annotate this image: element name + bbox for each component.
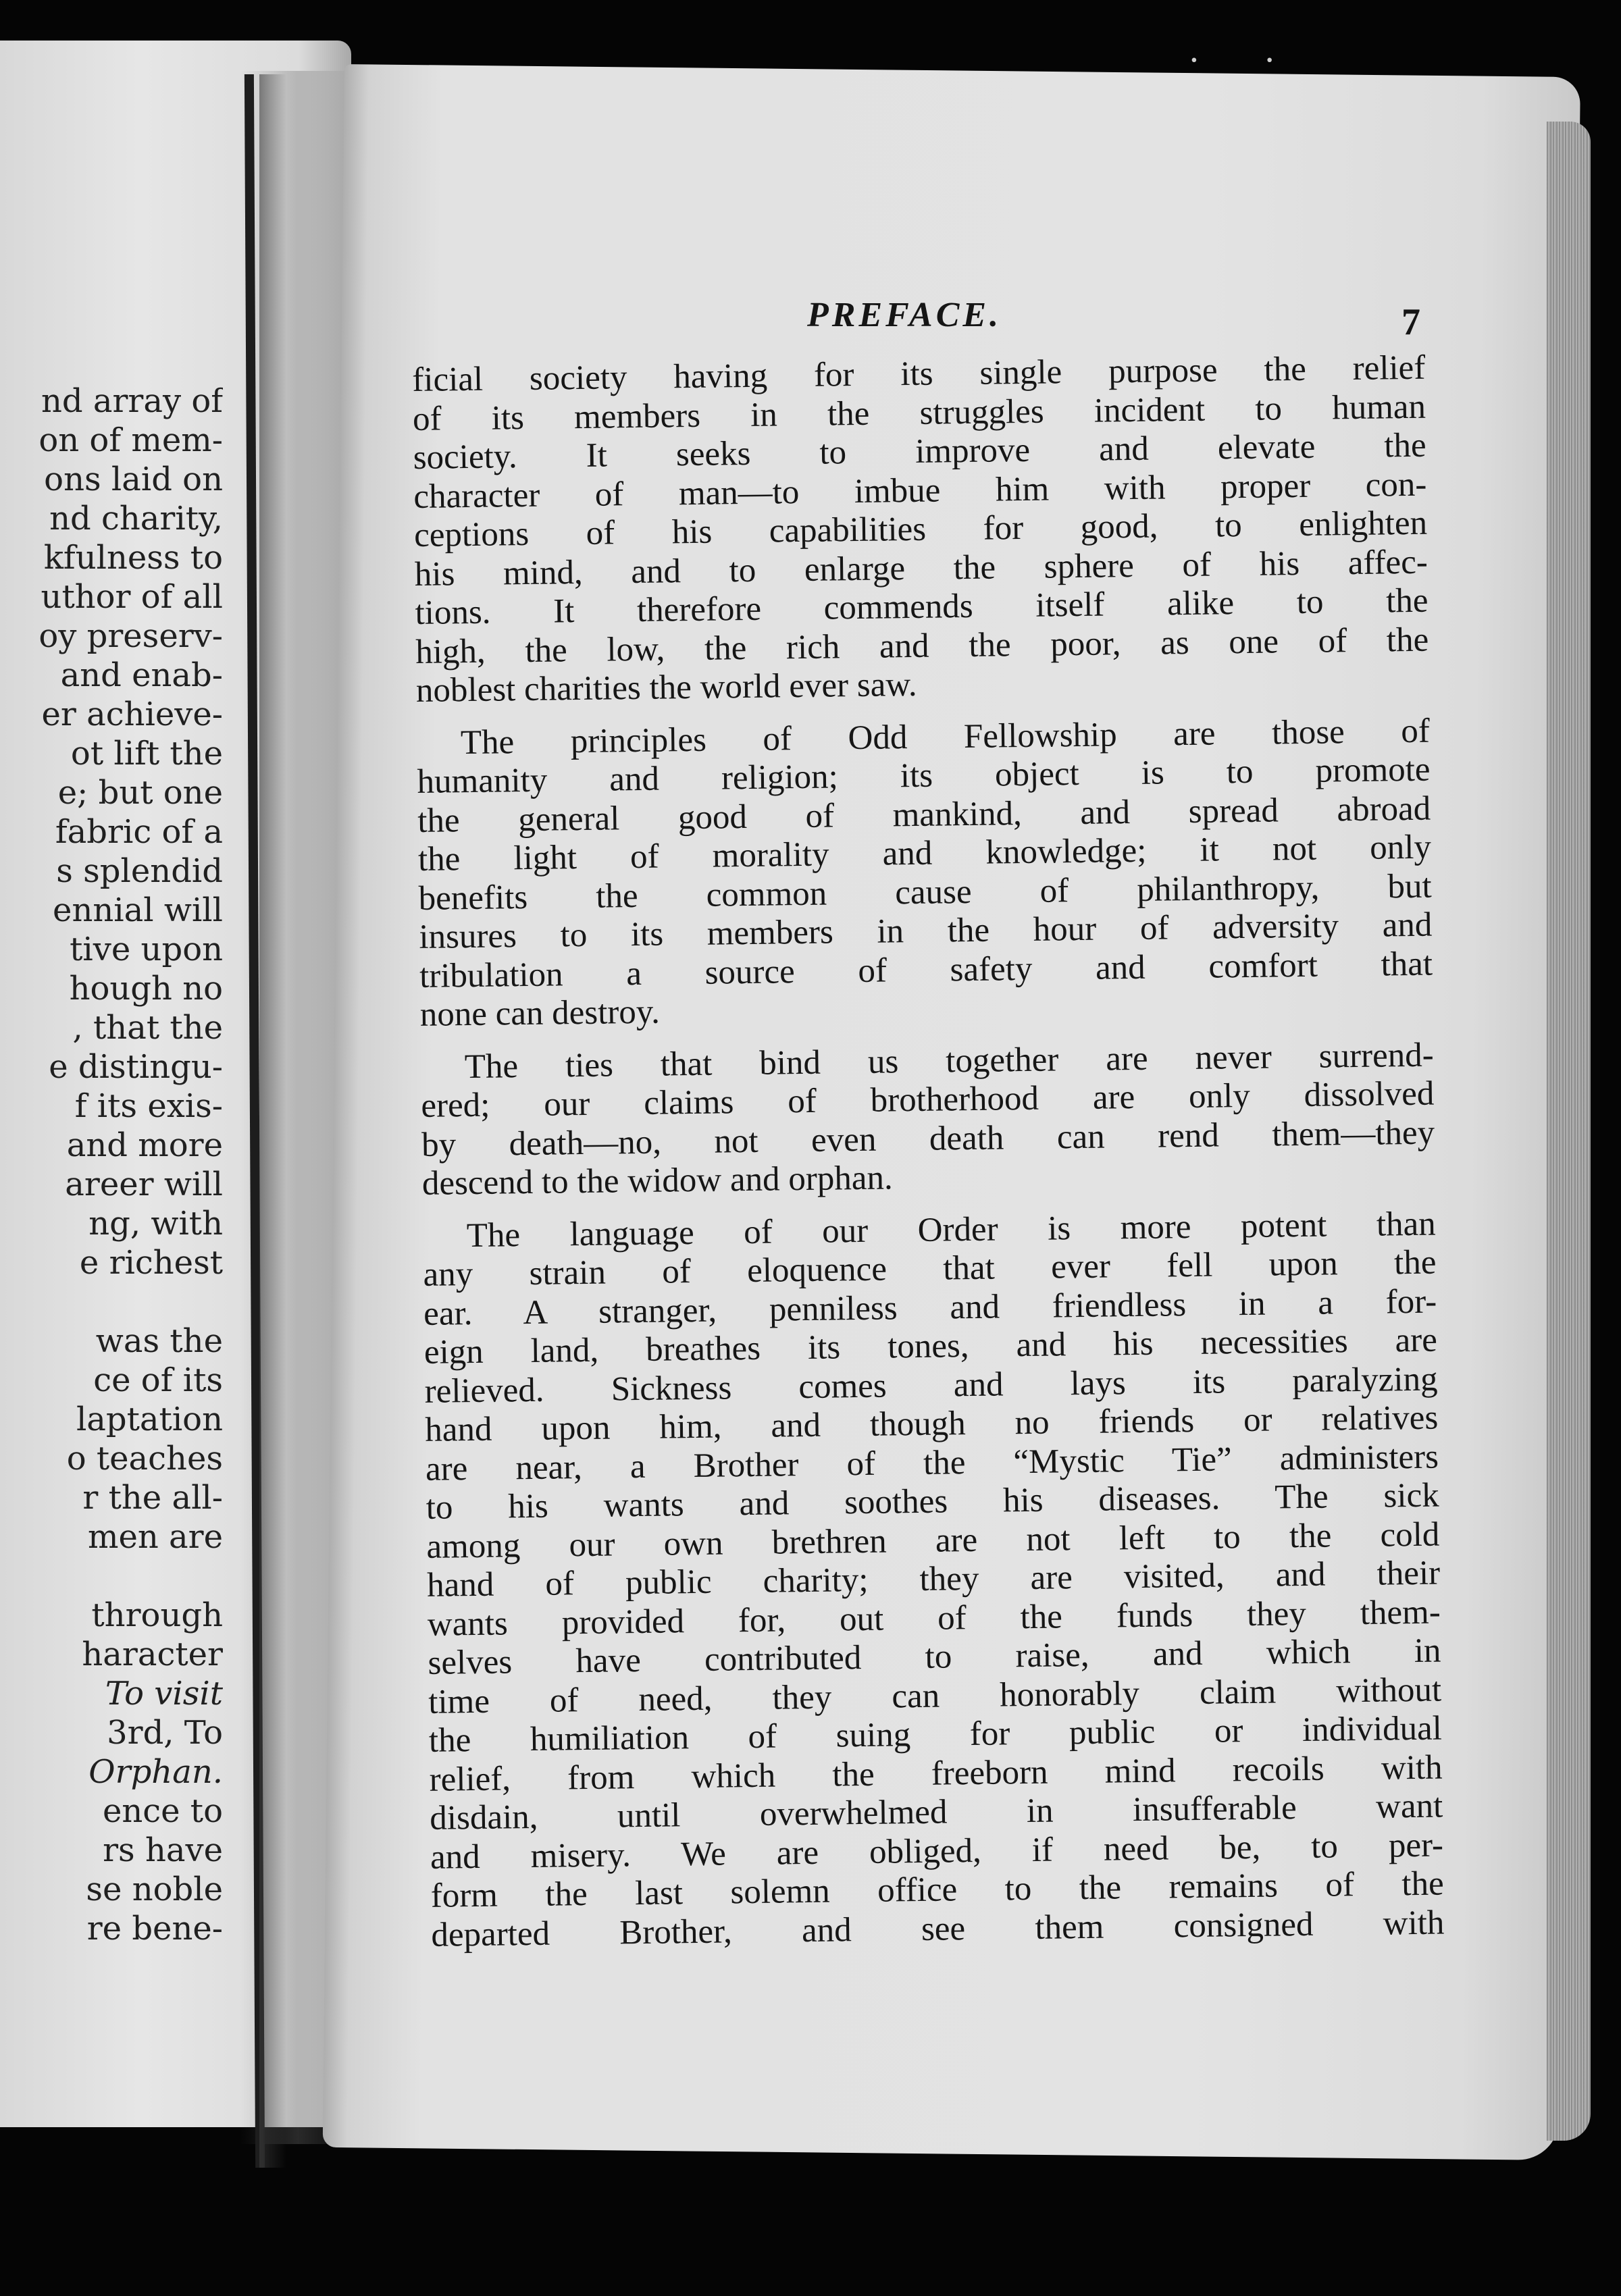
text-line: character of man—to imbue him with proper con- — [413, 465, 1427, 516]
text-line: ficial society having for its single purpose the relief — [412, 348, 1426, 399]
left-line: laptation — [76, 1401, 223, 1438]
left-line: uthor of all — [41, 578, 223, 616]
dust-specks: · · — [1189, 41, 1302, 80]
text-line: ceptions of his capabilities for good, to enlighten — [413, 504, 1428, 554]
text-line: and misery. We are obliged, if need be, to per- — [430, 1826, 1444, 1877]
text-line: none can destroy. — [419, 993, 661, 1034]
text-line: high, the low, the rich and the poor, as one of the — [415, 621, 1429, 671]
left-line: ng, with — [88, 1205, 223, 1243]
text-line: ear. A stranger, penniless and friendless in a for- — [423, 1282, 1437, 1333]
left-line: e; but one — [57, 774, 223, 812]
fold-shadow — [259, 74, 286, 2168]
text-line: insures to its members in the hour of adversity and — [419, 906, 1433, 956]
left-line: ce of its — [93, 1361, 223, 1399]
body-text — [412, 349, 1445, 1968]
text-line: among our own brethren are not left to the cold — [426, 1515, 1440, 1566]
left-line: ons laid on — [44, 461, 223, 498]
left-line: haracter — [82, 1636, 223, 1673]
left-line: tive upon — [70, 931, 223, 968]
text-line: his mind, and to enlarge the sphere of his affec- — [414, 543, 1429, 594]
left-line: oy preserv- — [38, 617, 223, 655]
text-line: tions. It therefore commends itself alike to the — [415, 581, 1429, 632]
text-line: ered; our claims of brotherhood are only dissolved — [421, 1074, 1435, 1125]
text-line: form the last solemn office to the remains of the — [430, 1864, 1444, 1915]
text-line: hand of public charity; they are visited, and their — [426, 1554, 1441, 1604]
text-line: the humiliation of suing for public or individual — [428, 1709, 1443, 1760]
text-line: the general good of mankind, and spread abroad — [417, 789, 1431, 840]
text-line: descend to the widow and orphan. — [421, 1159, 893, 1203]
text-line: departed Brother, and see them consigned with — [431, 1904, 1445, 1954]
left-line: o teaches — [66, 1440, 223, 1478]
page-edges — [1547, 122, 1591, 2141]
left-line — [0, 1674, 223, 1713]
left-line: fabric of a — [55, 813, 223, 851]
left-line: f its exis- — [74, 1087, 223, 1125]
text-line: of its members in the struggles incident to human — [412, 388, 1426, 438]
left-line: ennial will — [53, 891, 223, 929]
left-line: rs have — [103, 1831, 223, 1869]
text-line: eign land, breathes its tones, and his necessities are — [423, 1321, 1438, 1372]
left-line: nd array of — [41, 382, 223, 420]
text-line: society. It seeks to improve and elevate the — [413, 426, 1426, 477]
left-line: e richest — [79, 1244, 223, 1282]
left-line: areer will — [65, 1166, 223, 1203]
text-line: selves have contributed to raise, and which in — [428, 1632, 1441, 1682]
left-line: hough no — [69, 970, 223, 1008]
left-line: men are — [87, 1518, 223, 1556]
left-line: er achieve- — [41, 696, 223, 733]
left-line: nd charity, — [49, 500, 223, 538]
left-line: on of mem- — [38, 421, 223, 459]
text-line: wants provided for, out of the funds they them- — [427, 1593, 1441, 1644]
page-number: 7 — [1401, 301, 1420, 343]
text-line: humanity and religion; its object is to promote — [417, 750, 1431, 801]
text-line: by death—no, not even death can rend them—they — [421, 1114, 1435, 1164]
left-line: and enab- — [60, 656, 223, 694]
left-line: e distingu- — [49, 1048, 223, 1086]
left-line: ot lift the — [70, 735, 223, 773]
text-line: noblest charities the world ever saw. — [415, 665, 917, 710]
left-page-text — [0, 382, 223, 1948]
paragraph — [420, 1036, 1435, 1203]
text-line: tribulation a source of safety and comfort that — [419, 945, 1433, 995]
text-line: benefits the common cause of philanthropy, but — [418, 867, 1432, 918]
left-line: , that the — [72, 1009, 223, 1047]
text-line: are near, a Brother of the “Mystic Tie” administers — [425, 1438, 1439, 1488]
text-line: the light of morality and knowledge; it not only — [417, 828, 1432, 879]
text-line: relief, from which the freeborn mind recoils with — [429, 1748, 1443, 1799]
running-header: PREFACE. — [807, 296, 1002, 334]
left-line: ence to — [102, 1792, 223, 1830]
left-line-gap — [0, 1557, 223, 1596]
left-line: was the — [95, 1322, 223, 1360]
left-line: re bene- — [86, 1910, 223, 1948]
paragraph — [412, 349, 1429, 711]
paragraph — [417, 712, 1434, 1035]
text-line: disdain, until overwhelmed in insufferable want — [430, 1787, 1443, 1837]
left-line: se noble — [86, 1871, 223, 1908]
left-line: kfulness to — [43, 539, 223, 577]
left-line — [0, 1752, 223, 1792]
left-line: s splendid — [56, 852, 223, 890]
text-line: hand upon him, and though no friends or relatives — [424, 1399, 1439, 1449]
left-line: and more — [66, 1126, 223, 1164]
left-line: through — [91, 1596, 223, 1634]
left-line-italic: Orphan. — [88, 1753, 223, 1791]
paragraph — [422, 1205, 1444, 1955]
left-line: 3rd, To — [107, 1714, 223, 1752]
text-line: time of need, they can honorably claim without — [428, 1671, 1442, 1721]
text-line: The principles of Odd Fellowship are those of — [460, 712, 1431, 762]
text-line: any strain of eloquence that ever fell upon the — [423, 1243, 1437, 1294]
left-line: r the all- — [82, 1479, 223, 1517]
text-line: The ties that bind us together are never surrend- — [464, 1036, 1435, 1086]
text-line: The language of our Order is more potent than — [466, 1205, 1437, 1255]
text-line: to his wants and soothes his diseases. The sick — [426, 1476, 1439, 1527]
left-line-gap — [0, 1282, 223, 1322]
text-line: relieved. Sickness comes and lays its paralyzing — [424, 1360, 1438, 1411]
left-line-italic: To visit — [105, 1675, 223, 1713]
